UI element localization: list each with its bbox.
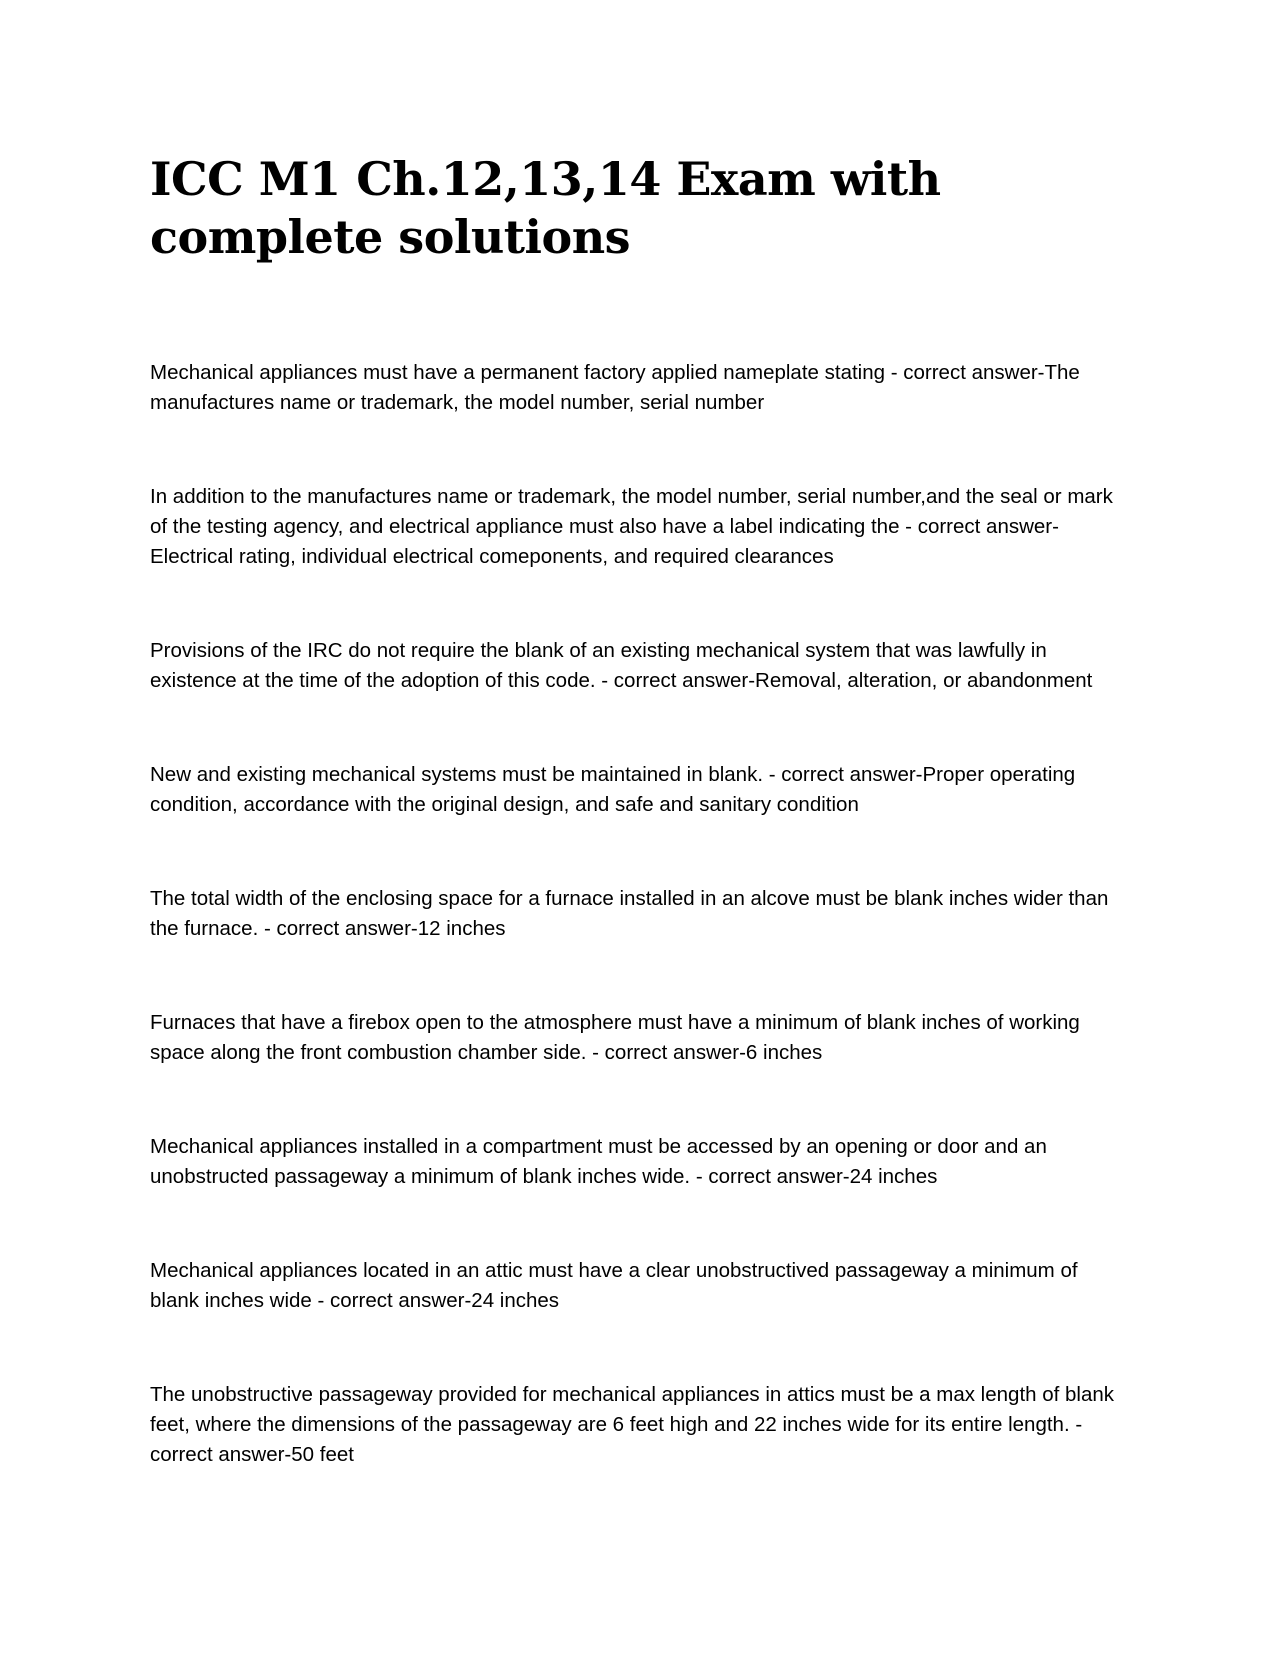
- qa-entry-8: Mechanical appliances located in an attic must have a clear unobstructived passageway a minimum of blank inches wide - correct answer-24 inches: [150, 1259, 1078, 1312]
- qa-entry-7: Mechanical appliances installed in a compartment must be accessed by an opening or door and an unobstructed passageway a minimum of blank inches wide. - correct answer-24 inches: [150, 1135, 1047, 1188]
- qa-entry-3: Provisions of the IRC do not require the blank of an existing mechanical system that was lawfully in existence at the time of the adoption of this code. - correct answer-Removal, alteration, or abandonment: [150, 639, 1093, 692]
- qa-entry-2: In addition to the manufactures name or trademark, the model number, serial number,and the seal or mark of the testing agency, and electrical appliance must also have a label indicating the - correct answer-Electrical rating, individual electrical comeponents, and required clearances: [150, 485, 1113, 568]
- qa-entry-1: Mechanical appliances must have a permanent factory applied nameplate stating - correct answer-The manufactures name or trademark, the model number, serial number: [150, 361, 1080, 414]
- qa-entry-4: New and existing mechanical systems must be maintained in blank. - correct answer-Proper operating condition, accordance with the original design, and safe and sanitary condition: [150, 763, 1076, 816]
- qa-entry-9: The unobstructive passageway provided for mechanical appliances in attics must be a max length of blank feet, where the dimensions of the passageway are 6 feet high and 22 inches wide for its entire length. - correct answer-50 feet: [150, 1383, 1115, 1466]
- page-title: ICC M1 Ch.12,13,14 Exam with complete solutions: [150, 152, 941, 264]
- qa-entry-6: Furnaces that have a firebox open to the atmosphere must have a minimum of blank inches of working space along the front combustion chamber side. - correct answer-6 inches: [150, 1011, 1080, 1064]
- qa-entry-5: The total width of the enclosing space for a furnace installed in an alcove must be blank inches wider than the furnace. - correct answer-12 inches: [150, 887, 1109, 940]
